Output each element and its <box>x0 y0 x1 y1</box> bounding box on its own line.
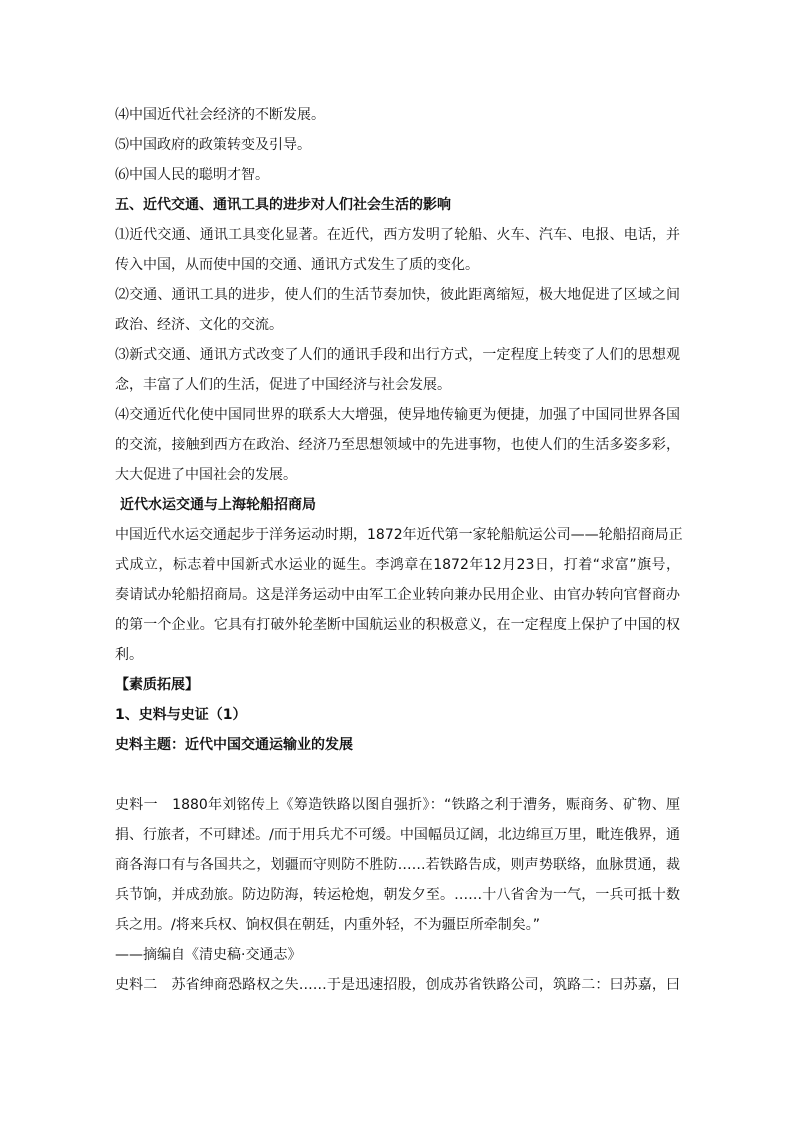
quality-expansion-heading: 【素质拓展】 <box>115 677 199 693</box>
material-1-line-2: 捐、行旅者，不可肆述。/而于用兵尤不可缓。中国幅员辽阔，北边绵亘万里，毗连俄界，通 <box>115 827 680 843</box>
material-1-line-5: 兵之用。/将来兵权、饷权俱在朝廷，内重外轻，不为疆臣所牵制矣。” <box>115 917 540 933</box>
paragraph-4-line-3: 大大促进了中国社会的发展。 <box>115 467 297 483</box>
water-paragraph-line-2: 式成立，标志着中国新式水运业的诞生。李鸿章在1872年12月23日，打着“求富”旗号， <box>115 557 680 573</box>
water-paragraph-line-4: 的第一个企业。它具有打破外轮垄断中国航运业的积极意义，在一定程度上保护了中国的权 <box>115 617 680 633</box>
paragraph-4-line-2: 的交流，接触到西方在政治、经济乃至思想领域中的先进事物，也使人们的生活多姿多彩， <box>115 437 680 453</box>
blank-line <box>115 760 680 790</box>
paragraph-3-line-1: ⑶新式交通、通讯方式改变了人们的通讯手段和出行方式，一定程度上转变了人们的思想观 <box>115 347 680 363</box>
material-1-line-4: 兵节饷，并成劲旅。防边防海，转运枪炮，朝发夕至。……十八省舍为一气，一兵可抵十数 <box>115 887 680 903</box>
paragraph-4-line-1: ⑷交通近代化使中国同世界的联系大大增强，使异地传输更为便捷，加强了中国同世界各国 <box>115 407 680 423</box>
paragraph-1-line-1: ⑴近代交通、通讯工具变化显著。在近代，西方发明了轮船、火车、汽车、电报、电话，并 <box>115 227 680 243</box>
list-item-5: ⑸中国政府的政策转变及引导。 <box>115 137 311 153</box>
material-theme-heading: 史料主题：近代中国交通运输业的发展 <box>115 737 353 753</box>
water-paragraph-line-5: 利。 <box>115 647 143 663</box>
water-paragraph-line-1: 中国近代水运交通起步于洋务运动时期，1872年近代第一家轮船航运公司——轮船招商局正 <box>115 527 683 543</box>
water-paragraph-line-3: 奏请试办轮船招商局。这是洋务运动中由军工企业转向兼办民用企业、由官办转向官督商办 <box>115 587 680 603</box>
paragraph-2-line-2: 政治、经济、文化的交流。 <box>115 317 283 333</box>
subheading-water-transport: 近代水运交通与上海轮船招商局 <box>120 497 316 513</box>
paragraph-3-line-2: 念，丰富了人们的生活，促进了中国经济与社会发展。 <box>115 377 451 393</box>
list-item-4: ⑷中国近代社会经济的不断发展。 <box>115 107 325 123</box>
material-2-line-1: 史料二 苏省绅商恐路权之失……于是迅速招股，创成苏省铁路公司，筑路二：曰苏嘉，曰 <box>115 977 680 993</box>
paragraph-1-line-2: 传入中国，从而使中国的交通、通讯方式发生了质的变化。 <box>115 257 479 273</box>
material-1-line-1: 史料一 1880年刘铭传上《筹造铁路以图自强折》：“铁路之利于漕务，赈商务、矿物、厘 <box>115 797 680 813</box>
history-evidence-heading: 1、史料与史证（1） <box>115 707 247 723</box>
material-1-source: ——摘编自《清史稿·交通志》 <box>115 947 302 963</box>
list-item-6: ⑹中国人民的聪明才智。 <box>115 167 269 183</box>
paragraph-2-line-1: ⑵交通、通讯工具的进步，使人们的生活节奏加快，彼此距离缩短，极大地促进了区域之间 <box>115 287 680 303</box>
document-body <box>115 100 683 1000</box>
section-heading-5: 五、近代交通、通讯工具的进步对人们社会生活的影响 <box>115 197 451 213</box>
material-1-line-3: 商各海口有与各国共之，划疆而守则防不胜防……若铁路告成，则声势联络，血脉贯通，裁 <box>115 857 680 873</box>
